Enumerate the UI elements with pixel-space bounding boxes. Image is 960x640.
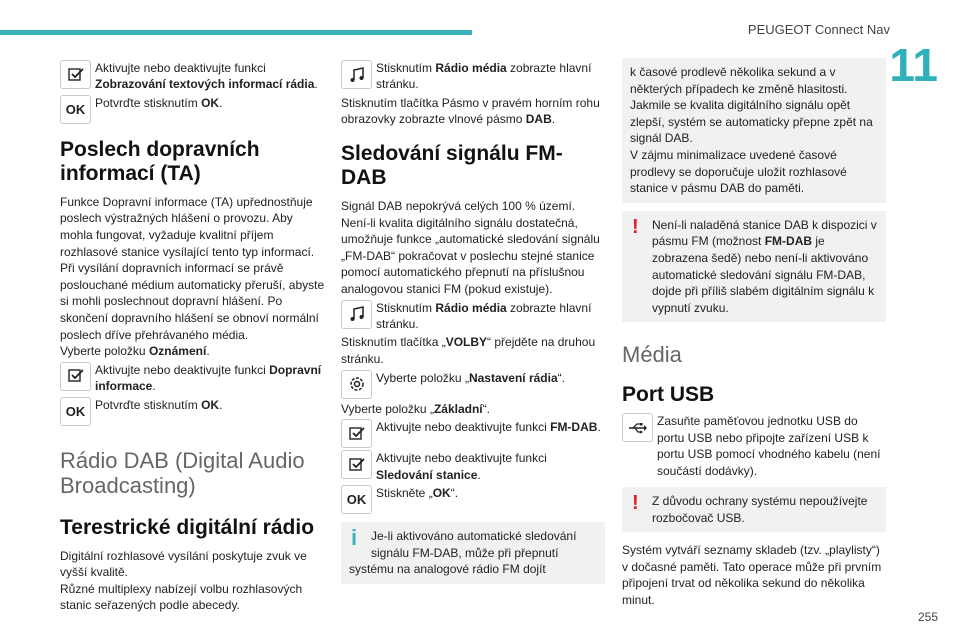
options-paragraph: Stisknutím tlačítka „VOLBY“ přejděte na druhou stránku. [341, 335, 596, 366]
band-paragraph: Stisknutím tlačítka Pásmo v pravém horním rohu obrazovky zobrazte vlnové pásmo DAB. [341, 95, 600, 127]
check-icon [341, 450, 372, 479]
warning-usb-text: Z důvodu ochrany systému nepoužívejte rozbočovač USB. [652, 493, 868, 525]
music-note-icon [341, 300, 372, 329]
select-paragraph: Vyberte položku Oznámení. [60, 344, 210, 359]
step-text: Aktivujte nebo deaktivujte funkci Dopravní informace. [95, 362, 322, 394]
info-icon: i [351, 524, 358, 550]
check-icon [60, 60, 91, 89]
usb-step-text: Zasuňte paměťovou jednotku USB do portu USB nebo připojte zařízení USB k portu USB pomocí vhodného kabelu (není součástí dodávky). [657, 414, 881, 478]
step-text: Aktivujte nebo deaktivujte funkci Zobrazování textových informací rádia. [95, 61, 318, 92]
ok-button-icon: OK [341, 485, 372, 514]
step-row [341, 60, 605, 93]
check-icon [341, 419, 372, 448]
info-note-text-first: Je-li aktivováno automatické sledování signálu FM-DAB, může při přepnutí [371, 528, 577, 560]
step-row [60, 397, 325, 426]
chapter-number: 11 [889, 39, 938, 91]
warning-note [622, 211, 886, 323]
step-text: Vyberte položku „Nastavení rádia“. [376, 370, 565, 385]
section-heading-ta: Poslech dopravních informací (TA) [60, 137, 260, 185]
step-row [341, 300, 605, 333]
page-number: 255 [917, 610, 938, 624]
music-note-icon [341, 60, 372, 89]
info-note [341, 522, 605, 584]
step-row [341, 450, 605, 483]
step-text: Stisknutím Rádio média zobrazte hlavní stránku. [376, 300, 592, 331]
playlist-paragraph: Systém vytváří seznamy skladeb (tzv. „playlisty“) v dočasné paměti. Tato operace může při prvním připojení trvat od několika sekund do několika minut. [622, 543, 882, 607]
step-row [341, 370, 605, 399]
info-note-continued [622, 58, 886, 203]
ok-button-icon: OK [60, 397, 91, 426]
warning-icon: ! [632, 215, 639, 238]
step-row [60, 60, 325, 93]
warning-icon: ! [632, 491, 639, 514]
step-row [341, 485, 605, 514]
terrestrial-paragraph-1: Digitální rozhlasové vysílání poskytuje zvuk ve vyšší kvalitě. [60, 548, 307, 580]
warning-note-text: Není-li naladěná stanice DAB k dispozici v pásmu FM (možnost FM-DAB je zobrazena šedě) nebo není-li aktivováno automatické sledování signálu FM-DAB, dojde při příliš slabém digitálním signálu k vypnutí zvuku. [652, 217, 877, 315]
section-heading-tracking: Sledování signálu FM-DAB [341, 142, 563, 189]
header-accent-bar [0, 30, 472, 35]
settings-gear-icon [341, 370, 372, 399]
step-row [60, 362, 325, 395]
warning-note-usb [622, 487, 886, 532]
chapter-heading-media: Média [622, 342, 682, 368]
step-row [622, 413, 886, 479]
section-heading-terrestrial: Terestrické digitální rádio [60, 515, 315, 539]
info-note-text-rest: systému na analogové rádio FM dojít [349, 562, 546, 577]
step-text: Aktivujte nebo deaktivujte funkci FM-DAB. [376, 420, 601, 435]
tracking-paragraph: Signál DAB nepokrývá celých 100 % území. Není-li kvalita digitálního signálu dostatečná, umožňuje funkce „automatické sledování signálu „FM-DAB“ pokračovat v poslechu stejné stanice pomocí automatického přepnutí na příslušnou analogovou stanici FM (pokud existuje). [341, 199, 600, 296]
terrestrial-paragraph-2: Různé multiplexy nabízejí volbu rozhlasových stanic seřazených podle abecedy. [60, 581, 303, 613]
step-text: Potvrďte stisknutím OK. [95, 95, 223, 110]
column-2 [341, 58, 605, 592]
column-1 [60, 58, 325, 614]
brand-title: PEUGEOT Connect Nav [747, 22, 890, 37]
note-paragraph-2: V zájmu minimalizace uvedené časové prodlevy se doporučuje uložit rozhlasové stanice v pásmu DAB do paměti. [630, 147, 847, 196]
step-text: Aktivujte nebo deaktivujte funkci Sledování stanice. [376, 451, 547, 482]
step-text: Stisknutím Rádio média zobrazte hlavní stránku. [376, 61, 592, 92]
basic-paragraph: Vyberte položku „Základní“. [341, 401, 490, 416]
check-icon [60, 362, 91, 391]
note-paragraph-1: k časové prodlevě několika sekund a v některých případech ke změně hlasitosti. Jakmile se kvalita digitálního signálu opět zlepší, systém se automaticky přepne zpět na signál DAB. [630, 65, 873, 146]
chapter-heading-dab: Rádio DAB (Digital Audio Broadcasting) [60, 447, 305, 498]
step-text: Potvrďte stisknutím OK. [95, 397, 223, 412]
step-text: Stiskněte „OK“. [376, 485, 459, 500]
ta-paragraph: Funkce Dopravní informace (TA) upřednostňuje poslech výstražných hlášení o provozu. Aby mohla fungovat, vyžaduje kvalitní příjem rozhlasové stanice vysílající tento typ informací. Při vysílání dopravních informací se právě poslouchané médium automaticky přeruší, abyste si mohli poslechnout dopravní hlášení. Po skončení dopravního hlášení se obnoví normální poslech dříve přehrávaného média. [60, 194, 325, 342]
column-3 [622, 58, 886, 609]
ok-button-icon: OK [60, 95, 91, 124]
usb-icon [622, 413, 653, 442]
section-heading-usb: Port USB [622, 383, 715, 407]
step-row [60, 95, 325, 124]
step-row [341, 419, 605, 448]
